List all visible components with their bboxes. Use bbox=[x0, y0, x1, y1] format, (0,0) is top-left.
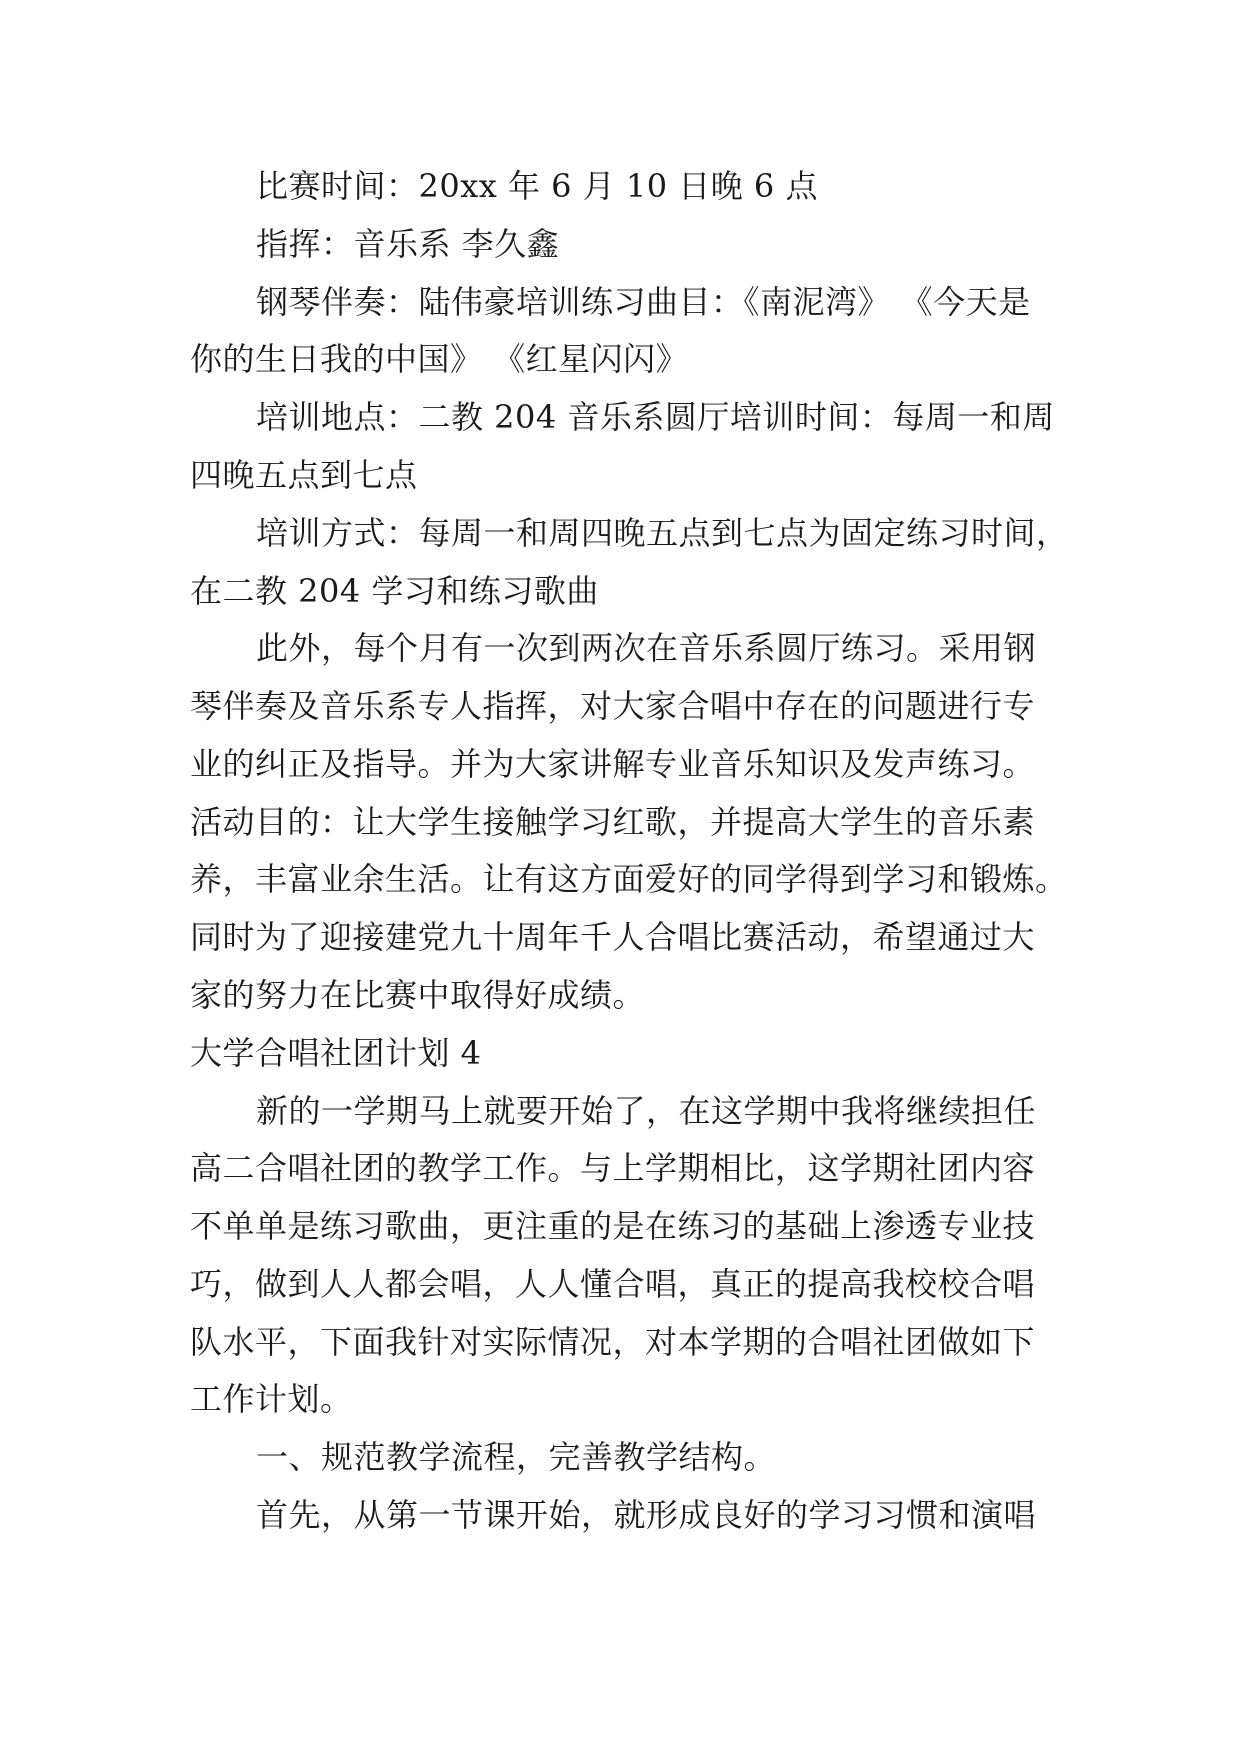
text-line: 养，丰富业余生活。让有这方面爱好的同学得到学习和锻炼。 bbox=[190, 860, 1068, 898]
text-line: 同时为了迎接建党九十周年千人合唱比赛活动，希望通过大 bbox=[190, 918, 1036, 956]
text-line: 不单单是练习歌曲，更注重的是在练习的基础上渗透专业技 bbox=[190, 1207, 1036, 1245]
text-line: 培训地点：二教 204 音乐系圆厅培训时间：每周一和周 bbox=[256, 398, 1055, 436]
text-line: 此外，每个月有一次到两次在音乐系圆厅练习。采用钢 bbox=[256, 629, 1037, 667]
text-line: 高二合唱社团的教学工作。与上学期相比，这学期社团内容 bbox=[190, 1149, 1036, 1187]
text-line: 巧，做到人人都会唱，人人懂合唱，真正的提高我校校合唱 bbox=[190, 1265, 1036, 1303]
text-line: 比赛时间：20xx 年 6 月 10 日晚 6 点 bbox=[256, 167, 818, 205]
text-line: 四晚五点到七点 bbox=[190, 456, 418, 494]
text-line: 培训方式：每周一和周四晚五点到七点为固定练习时间， bbox=[256, 514, 1069, 552]
text-line: 新的一学期马上就要开始了，在这学期中我将继续担任 bbox=[256, 1092, 1037, 1130]
text-line: 钢琴伴奏：陆伟豪培训练习曲目：《南泥湾》 《今天是 bbox=[256, 283, 1031, 321]
text-line: 你的生日我的中国》 《红星闪闪》 bbox=[190, 340, 689, 378]
text-line: 首先，从第一节课开始，就形成良好的学习习惯和演唱 bbox=[256, 1496, 1037, 1534]
text-line: 一、规范教学流程，完善教学结构。 bbox=[256, 1438, 777, 1476]
section-heading: 大学合唱社团计划 4 bbox=[190, 1034, 482, 1072]
text-line: 活动目的：让大学生接触学习红歌，并提高大学生的音乐素 bbox=[190, 803, 1036, 841]
text-line: 业的纠正及指导。并为大家讲解专业音乐知识及发声练习。 bbox=[190, 745, 1036, 783]
text-line: 在二教 204 学习和练习歌曲 bbox=[190, 572, 599, 610]
text-line: 指挥：音乐系 李久鑫 bbox=[256, 225, 560, 263]
text-line: 家的努力在比赛中取得好成绩。 bbox=[190, 976, 646, 1014]
text-line: 工作计划。 bbox=[190, 1380, 353, 1418]
text-line: 琴伴奏及音乐系专人指挥，对大家合唱中存在的问题进行专 bbox=[190, 687, 1036, 725]
text-line: 队水平，下面我针对实际情况，对本学期的合唱社团做如下 bbox=[190, 1323, 1036, 1361]
